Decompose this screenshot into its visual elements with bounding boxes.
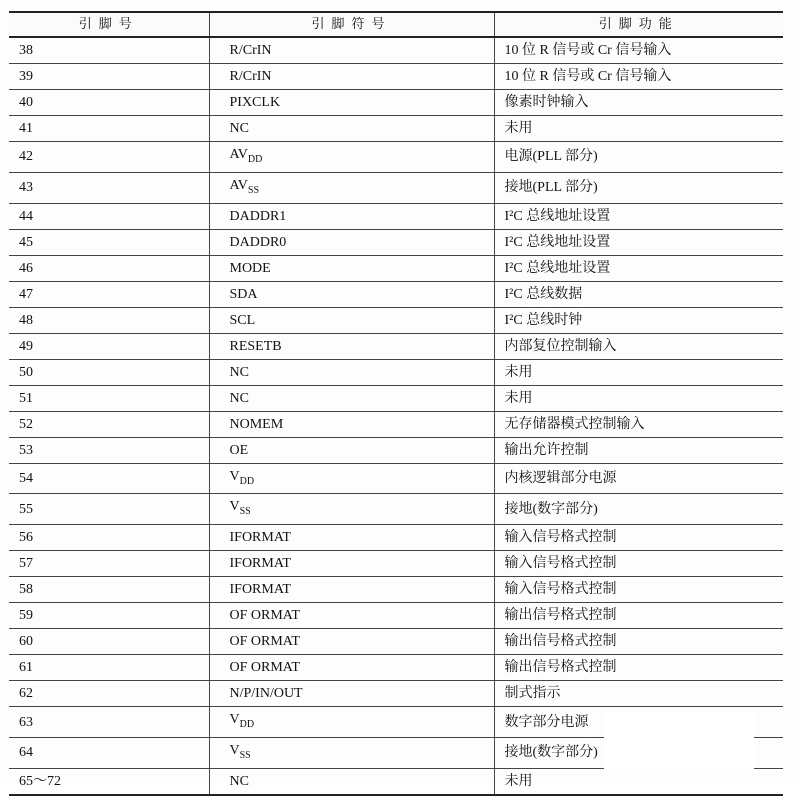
pin-function-cell: I²C 总线地址设置 [494, 255, 783, 281]
pin-symbol-cell [209, 281, 494, 307]
pin-symbol-cell [209, 603, 494, 629]
pin-symbol-text: V [229, 742, 240, 758]
pin-symbol-subscript: DD [239, 475, 255, 487]
table-row [9, 411, 783, 437]
pin-function-cell: 输入信号格式控制 [494, 525, 783, 551]
scan-blank-area [604, 712, 754, 774]
pin-symbol-text: OE [229, 442, 249, 458]
pin-number-cell: 63 [9, 707, 209, 738]
pin-table [9, 11, 783, 796]
pin-function-cell: 10 位 R 信号或 Cr 信号输入 [494, 64, 783, 90]
pin-function-cell: 内部复位控制输入 [494, 333, 783, 359]
pin-symbol-cell [209, 437, 494, 463]
pin-function-cell: 接地(PLL 部分) [494, 172, 783, 203]
pin-symbol-cell [209, 142, 494, 173]
pin-symbol-text: V [229, 499, 240, 515]
pin-symbol-cell [209, 385, 494, 411]
pin-number-cell: 59 [9, 603, 209, 629]
pin-symbol-text: MODE [229, 260, 271, 276]
pin-function-cell: 输出信号格式控制 [494, 603, 783, 629]
pin-number-cell: 43 [9, 172, 209, 203]
pin-symbol-text: OF ORMAT [229, 660, 300, 676]
pin-symbol-cell [209, 359, 494, 385]
pin-number-cell: 65～72 [9, 768, 209, 795]
pin-symbol-cell [209, 333, 494, 359]
pin-symbol-text: PIXCLK [229, 95, 281, 110]
pin-number-cell: 61 [9, 655, 209, 681]
pin-symbol-subscript: SS [239, 749, 251, 761]
pin-number-cell: 56 [9, 525, 209, 551]
pin-symbol-cell [209, 411, 494, 437]
pin-function-cell: 像素时钟输入 [494, 90, 783, 116]
table-row [9, 629, 783, 655]
table-row [9, 142, 783, 173]
pin-symbol-text: DADDR0 [229, 234, 287, 250]
pin-function-cell: 输出允许控制 [494, 437, 783, 463]
pin-symbol-text: IFORMAT [229, 530, 291, 546]
pin-symbol-text: SDA [229, 286, 258, 302]
pin-number-cell: 46 [9, 255, 209, 281]
pin-number-cell: 42 [9, 142, 209, 173]
pin-number-cell: 58 [9, 577, 209, 603]
pin-symbol-text: NC [229, 390, 249, 406]
pin-symbol-text: N/P/IN/OUT [229, 686, 303, 702]
table-row [9, 681, 783, 707]
pin-symbol-cell [209, 629, 494, 655]
pin-symbol-text: OF ORMAT [229, 634, 300, 650]
pin-symbol-cell [209, 116, 494, 142]
pin-function-cell: I²C 总线时钟 [494, 307, 783, 333]
pin-symbol-text: AV [229, 177, 248, 193]
pin-number-cell: 51 [9, 385, 209, 411]
header-pin-symbol: 引脚符号 [209, 12, 494, 37]
table-body [9, 37, 783, 795]
table-row [9, 603, 783, 629]
table-row [9, 437, 783, 463]
table-row [9, 385, 783, 411]
pin-symbol-text: SCL [229, 312, 256, 328]
pin-number-cell: 64 [9, 737, 209, 768]
pin-symbol-cell [209, 737, 494, 768]
pin-symbol-text: IFORMAT [229, 582, 291, 598]
pin-number-cell: 48 [9, 307, 209, 333]
pin-number-cell: 47 [9, 281, 209, 307]
pin-symbol-cell [209, 203, 494, 229]
pin-function-cell: 输出信号格式控制 [494, 655, 783, 681]
table-row [9, 37, 783, 64]
pin-symbol-subscript: SS [247, 184, 260, 196]
pin-symbol-text: AV [229, 147, 248, 162]
pin-number-cell: 40 [9, 90, 209, 116]
pin-function-cell: 输入信号格式控制 [494, 551, 783, 577]
pin-number-cell: 62 [9, 681, 209, 707]
pin-function-cell: I²C 总线地址设置 [494, 229, 783, 255]
pin-function-cell: 未用 [494, 116, 783, 142]
pin-symbol-cell [209, 463, 494, 494]
pin-function-cell: 10 位 R 信号或 Cr 信号输入 [494, 37, 783, 64]
pin-number-cell: 55 [9, 494, 209, 525]
pin-number-cell: 45 [9, 229, 209, 255]
pin-number-cell: 54 [9, 463, 209, 494]
pin-symbol-cell [209, 255, 494, 281]
pin-number-cell: 38 [9, 37, 209, 64]
pin-symbol-cell [209, 229, 494, 255]
table-row [9, 359, 783, 385]
pin-number-cell: 49 [9, 333, 209, 359]
table-row [9, 307, 783, 333]
pin-symbol-text: NC [229, 773, 249, 789]
header-pin-function: 引脚功能 [494, 12, 783, 37]
pin-symbol-text: V [229, 468, 240, 484]
pin-symbol-cell [209, 768, 494, 795]
pin-function-cell: 未用 [494, 768, 783, 795]
pin-symbol-cell [209, 64, 494, 90]
pin-symbol-text: IFORMAT [229, 556, 291, 572]
table-header-row [9, 12, 783, 37]
pin-symbol-cell [209, 37, 494, 64]
pin-number-cell: 44 [9, 203, 209, 229]
table-row [9, 333, 783, 359]
pin-symbol-text: R/CrIN [229, 69, 272, 84]
table-row [9, 494, 783, 525]
pin-symbol-cell [209, 90, 494, 116]
table-row [9, 90, 783, 116]
pin-symbol-text: R/CrIN [229, 43, 272, 58]
pin-symbol-cell [209, 551, 494, 577]
table-row [9, 577, 783, 603]
pin-function-cell: 无存储器模式控制输入 [494, 411, 783, 437]
table-row [9, 64, 783, 90]
pin-number-cell: 39 [9, 64, 209, 90]
pin-symbol-subscript: DD [239, 718, 255, 730]
table-row [9, 172, 783, 203]
pin-symbol-subscript: SS [239, 506, 251, 518]
pin-symbol-cell [209, 307, 494, 333]
pin-number-cell: 57 [9, 551, 209, 577]
pin-symbol-text: NC [229, 121, 249, 136]
table-row [9, 229, 783, 255]
pin-function-cell: 接地(数字部分) [494, 737, 783, 768]
table-row [9, 281, 783, 307]
table-row [9, 525, 783, 551]
pin-symbol-text: RESETB [229, 338, 282, 354]
pin-function-cell: I²C 总线地址设置 [494, 203, 783, 229]
pin-symbol-text: NOMEM [229, 416, 284, 432]
pin-function-cell: I²C 总线数据 [494, 281, 783, 307]
table-row [9, 116, 783, 142]
pin-number-cell: 53 [9, 437, 209, 463]
pin-symbol-cell [209, 525, 494, 551]
table-row [9, 203, 783, 229]
pin-function-cell: 输出信号格式控制 [494, 629, 783, 655]
table-row [9, 655, 783, 681]
pin-symbol-cell [209, 172, 494, 203]
pin-symbol-cell [209, 707, 494, 738]
pin-symbol-text: DADDR1 [229, 208, 287, 224]
table-row [9, 463, 783, 494]
pin-function-cell: 数字部分电源 [494, 707, 783, 738]
pin-number-cell: 60 [9, 629, 209, 655]
pin-function-cell: 内核逻辑部分电源 [494, 463, 783, 494]
pin-symbol-subscript: DD [247, 153, 263, 165]
table-row [9, 551, 783, 577]
pin-symbol-text: V [229, 712, 240, 728]
pin-function-cell: 制式指示 [494, 681, 783, 707]
pin-number-cell: 52 [9, 411, 209, 437]
pin-number-cell: 41 [9, 116, 209, 142]
pin-number-cell: 50 [9, 359, 209, 385]
pin-symbol-text: OF ORMAT [229, 608, 300, 624]
table-row [9, 255, 783, 281]
pin-function-cell: 输入信号格式控制 [494, 577, 783, 603]
header-pin-number: 引脚号 [9, 12, 209, 37]
pin-function-cell: 电源(PLL 部分) [494, 142, 783, 173]
pin-function-cell: 未用 [494, 385, 783, 411]
pin-symbol-text: NC [229, 364, 249, 380]
pin-symbol-cell [209, 681, 494, 707]
pin-function-cell: 接地(数字部分) [494, 494, 783, 525]
pin-symbol-cell [209, 655, 494, 681]
pin-symbol-cell [209, 494, 494, 525]
pin-function-cell: 未用 [494, 359, 783, 385]
pin-symbol-cell [209, 577, 494, 603]
